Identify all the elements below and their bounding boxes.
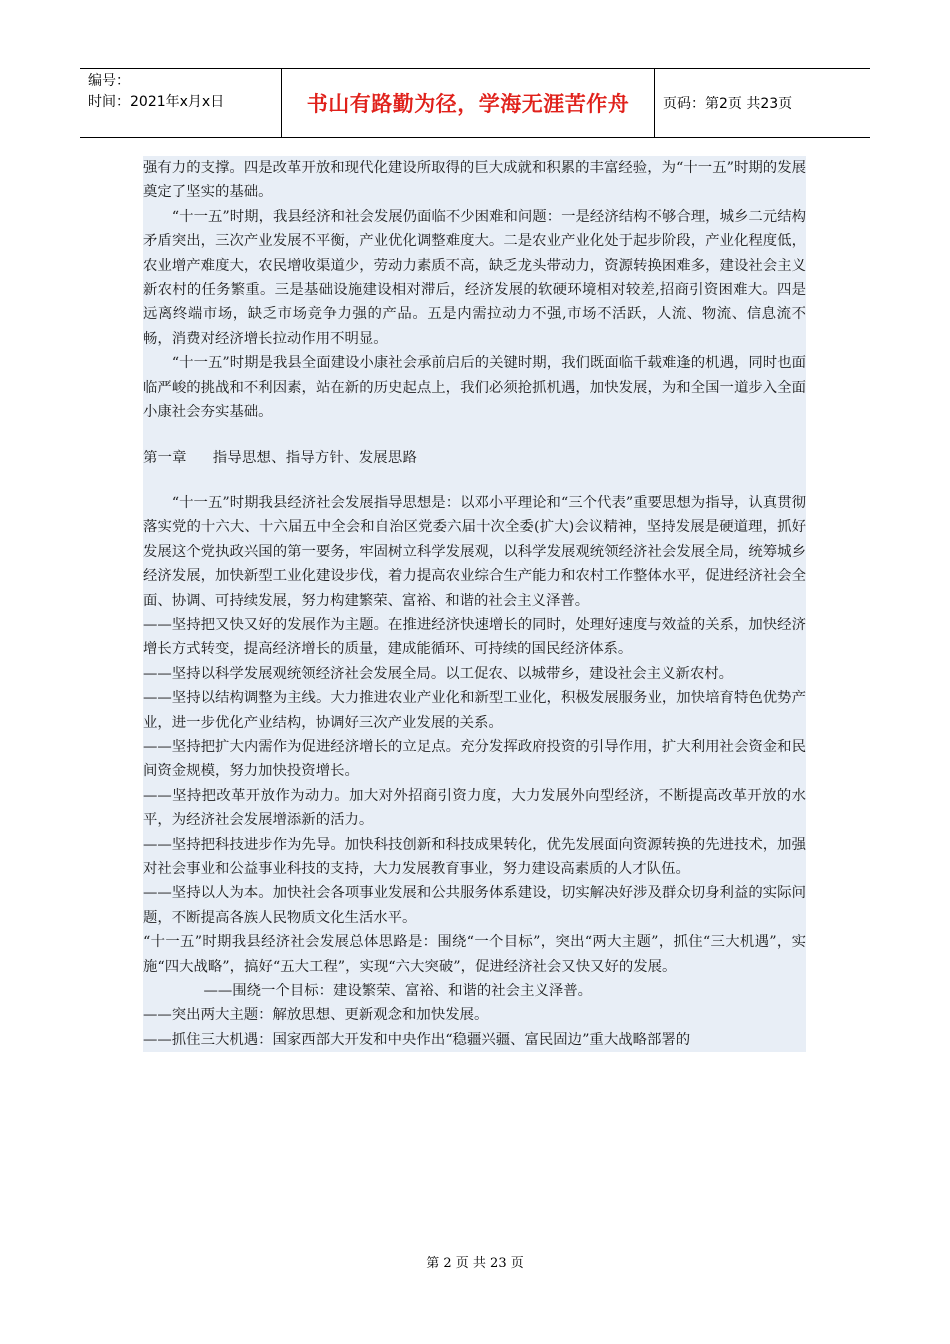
document-body	[143, 156, 806, 1052]
header-motto: 书山有路勤为径，学海无涯苦作舟	[282, 69, 655, 137]
principle-item: ——坚持以科学发展观统领经济社会发展全局。以工促农、以城带乡，建设社会主义新农村。	[143, 665, 734, 682]
strategy-item: ——突出两大主题：解放思想、更新观念和加快发展。	[143, 1007, 489, 1024]
paragraph: “十一五”时期我县经济社会发展总体思路是：围绕“一个目标”，突出“两大主题”，抓住“三大机遇”，实施“四大战略”，搞好“五大工程”，实现“六大突破”，促进经济社会又快又好的发展。	[143, 934, 806, 975]
strategy-item: ——抓住三大机遇：国家西部大开发和中央作出“稳疆兴疆、富民固边”重大战略部署的	[143, 1031, 691, 1048]
paragraph: “十一五”时期，我县经济和社会发展仍面临不少困难和问题：一是经济结构不够合理，城乡二元结构矛盾突出，三次产业发展不平衡，产业优化调整难度大。二是农业产业化处于起步阶段，产业化程度低，农业增产难度大，农民增收渠道少，劳动力素质不高，缺乏龙头带动力，资源转换困难多，建设社会主义新农村的任务繁重。三是基础设施建设相对滞后，经济发展的软硬环境相对较差,招商引资困难大。四是远离终端市场，缺乏市场竞争力强的产品。五是内需拉动力不强,市场不活跃，人流、物流、信息流不畅，消费对经济增长拉动作用不明显。	[143, 208, 806, 347]
strategy-item: ——围绕一个目标：建设繁荣、富裕、和谐的社会主义泽普。	[203, 983, 593, 999]
paragraph: “十一五”时期是我县全面建设小康社会承前启后的关键时期，我们既面临千载难逢的机遇，同时也面临严峻的挑战和不利因素，站在新的历史起点上，我们必须抢抓机遇，加快发展，为和全国一道步入全面小康社会夯实基础。	[143, 355, 806, 421]
spacer	[143, 471, 806, 491]
header-meta-cell	[80, 69, 282, 137]
document-date-label: 时间：2021年x月x日	[88, 94, 225, 110]
paragraph: “十一五”时期我县经济社会发展指导思想是：以邓小平理论和“三个代表”重要思想为指导，认真贯彻落实党的十六大、十六届五中全会和自治区党委六届十次全委(扩大)会议精神，坚持发展是硬道理，抓好发展这个党执政兴国的第一要务，牢固树立科学发展观，以科学发展观统领经济社会发展全局，统筹城乡经济发展，加快新型工业化建设步伐，着力提高农业综合生产能力和农村工作整体水平，促进经济社会全面、协调、可持续发展，努力构建繁荣、富裕、和谐的社会主义泽普。	[143, 494, 806, 609]
header-page-number: 页码：第2页 共23页	[663, 96, 793, 112]
spacer	[143, 424, 806, 446]
principle-item: ——坚持以结构调整为主线。大力推进农业产业化和新型工业化，积极发展服务业，加快培育特色优势产业，进一步优化产业结构，协调好三次产业发展的关系。	[143, 690, 806, 731]
principle-item: ——坚持把又快又好的发展作为主题。在推进经济快速增长的同时，处理好速度与效益的关系，加快经济增长方式转变，提高经济增长的质量，建成能循环、可持续的国民经济体系。	[143, 616, 806, 658]
principle-item: ——坚持把改革开放作为动力。加大对外招商引资力度，大力发展外向型经济，不断提高改革开放的水平，为经济社会发展增添新的活力。	[143, 787, 806, 829]
chapter-number: 第一章	[143, 450, 187, 467]
chapter-title: 指导思想、指导方针、发展思路	[212, 450, 418, 467]
principle-item: ——坚持以人为本。加快社会各项事业发展和公共服务体系建设，切实解决好涉及群众切身利益的实际问题，不断提高各族人民物质文化生活水平。	[143, 885, 806, 926]
principle-item: ——坚持把科技进步作为先导。加快科技创新和科技成果转化，优先发展面向资源转换的先进技术，加强对社会事业和公益事业科技的支持，大力发展教育事业，努力建设高素质的人才队伍。	[143, 836, 806, 877]
page-footer: 第 2 页 共 23 页	[426, 1256, 524, 1271]
paragraph: 强有力的支撑。四是改革开放和现代化建设所取得的巨大成就和积累的丰富经验，为“十一五”时期的发展奠定了坚实的基础。	[143, 160, 806, 201]
document-number-label: 编号：	[88, 73, 130, 89]
chapter-heading	[143, 446, 806, 470]
page-header	[80, 68, 870, 138]
principle-item: ——坚持把扩大内需作为促进经济增长的立足点。充分发挥政府投资的引导作用，扩大利用社会资金和民间资金规模，努力加快投资增长。	[143, 738, 806, 780]
